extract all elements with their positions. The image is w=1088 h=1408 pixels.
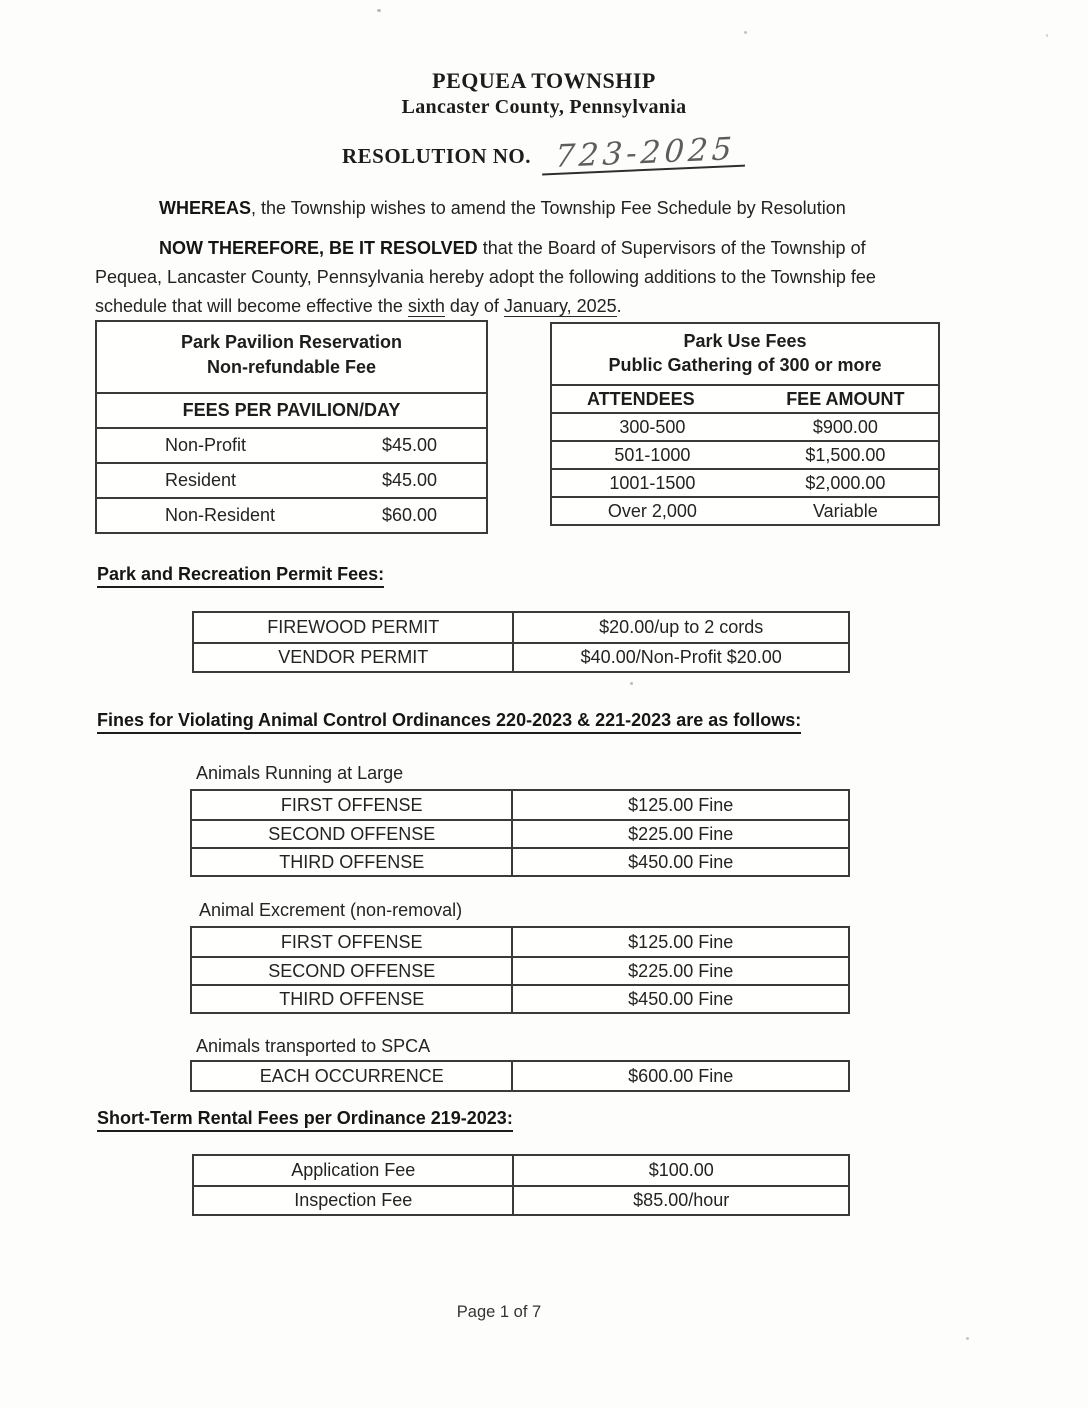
table-row [97, 497, 486, 532]
fee-value: $60.00 [382, 505, 438, 525]
resolved-text: that the Board of Supervisors of the Township of Pequea, Lancaster County, Pennsylvania hereby adopt the following additions to the Township fee schedule that will become effective the [95, 238, 876, 316]
fee-value: $45.00 [382, 470, 438, 490]
page-number: Page 1 of 7 [456, 1303, 542, 1321]
pavilion-title-line1: Park Pavilion Reservation [180, 332, 403, 352]
permit-fees-table [192, 611, 850, 673]
pavilion-title-line2: Non-refundable Fee [206, 357, 376, 377]
resolution-line [0, 130, 1088, 175]
fee-value: $1,500.00 [805, 444, 886, 465]
scan-speck [1046, 34, 1048, 37]
offense-label: SECOND OFFENSE [192, 958, 513, 984]
resolution-label: RESOLUTION NO. [341, 144, 532, 168]
offense-label: THIRD OFFENSE [192, 849, 513, 875]
resolved-text: . [616, 296, 622, 316]
table-header [97, 322, 486, 392]
table-row [192, 956, 848, 984]
table-row [192, 928, 848, 956]
attendees-range: 1001-1500 [609, 472, 696, 493]
table-row [192, 1062, 848, 1090]
permit-fees-heading: Park and Recreation Permit Fees: [97, 564, 384, 588]
offense-label: FIRST OFFENSE [192, 928, 513, 956]
attendees-range: 501-1000 [614, 444, 691, 465]
table-row [552, 496, 938, 524]
pavilion-subheader: FEES PER PAVILION/DAY [182, 400, 401, 420]
effective-date: January, 2025 [503, 296, 617, 316]
table-row [192, 847, 848, 875]
column-attendees: ATTENDEES [587, 388, 695, 409]
fine-value: $125.00 Fine [628, 931, 734, 952]
offense-label: FIRST OFFENSE [192, 791, 513, 819]
excrement-table [190, 926, 850, 1014]
attendees-range: Over 2,000 [607, 500, 697, 521]
attendees-range: 300-500 [619, 416, 686, 437]
fee-label: Non-Profit [165, 435, 247, 455]
fine-value: $450.00 Fine [628, 988, 734, 1009]
table-row [194, 1185, 848, 1214]
table-row [194, 642, 848, 671]
park-use-fee-table [550, 322, 940, 526]
scan-speck [744, 31, 747, 34]
fee-label: VENDOR PERMIT [194, 644, 514, 671]
resolved-keyword: NOW THEREFORE, BE IT RESOLVED [159, 238, 478, 258]
fee-value: $900.00 [812, 416, 878, 437]
offense-label: SECOND OFFENSE [192, 821, 513, 847]
fee-label: Inspection Fee [194, 1187, 514, 1214]
fee-value: $85.00/hour [633, 1190, 730, 1210]
fee-value: $2,000.00 [805, 472, 886, 493]
table-row [192, 791, 848, 819]
table-column-header [552, 384, 938, 412]
fee-value: $45.00 [382, 435, 438, 455]
table-row [194, 613, 848, 642]
occurrence-label: EACH OCCURRENCE [192, 1062, 513, 1090]
column-fee-amount: FEE AMOUNT [786, 388, 905, 409]
fine-value: $125.00 Fine [628, 794, 734, 815]
fine-value: $225.00 Fine [628, 823, 734, 844]
table-row [97, 427, 486, 462]
fee-label: Resident [165, 470, 237, 490]
rental-fees-heading: Short-Term Rental Fees per Ordinance 219-2023: [97, 1108, 513, 1132]
table-row [552, 468, 938, 496]
resolved-text: day of [444, 296, 504, 316]
table-row [192, 984, 848, 1012]
table-row [552, 440, 938, 468]
excrement-label: Animal Excrement (non-removal) [199, 900, 463, 920]
fine-value: $600.00 Fine [628, 1065, 734, 1086]
fine-value: $450.00 Fine [628, 851, 734, 872]
table-row [97, 462, 486, 497]
whereas-text: , the Township wishes to amend the Township Fee Schedule by Resolution [251, 198, 846, 218]
resolved-paragraph [95, 234, 900, 321]
page-title: PEQUEA TOWNSHIP [432, 68, 656, 93]
fee-value: $100.00 [648, 1160, 714, 1180]
whereas-keyword: WHEREAS [159, 198, 252, 218]
resolution-number-handwritten: 723-2025 [543, 134, 747, 176]
whereas-paragraph [95, 194, 900, 223]
fine-value: $225.00 Fine [628, 960, 734, 981]
animal-fines-heading: Fines for Violating Animal Control Ordinances 220-2023 & 221-2023 are as follows: [97, 710, 801, 734]
fee-label: FIREWOOD PERMIT [194, 613, 514, 642]
fee-value: $20.00/up to 2 cords [599, 617, 764, 637]
scan-speck [966, 1337, 969, 1340]
page-subtitle: Lancaster County, Pennsylvania [401, 96, 687, 118]
park-use-title-line2: Public Gathering of 300 or more [608, 355, 882, 375]
pavilion-fee-table [95, 320, 488, 534]
fee-label: Application Fee [194, 1156, 514, 1185]
table-subheader [97, 392, 486, 427]
table-row [552, 412, 938, 440]
spca-label: Animals transported to SPCA [196, 1036, 431, 1056]
scan-speck [630, 682, 633, 685]
fee-label: Non-Resident [165, 505, 276, 525]
offense-label: THIRD OFFENSE [192, 986, 513, 1012]
scan-speck [377, 9, 381, 12]
fee-value: $40.00/Non-Profit $20.00 [580, 647, 782, 667]
effective-day: sixth [407, 296, 445, 316]
table-row [194, 1156, 848, 1185]
running-at-large-label: Animals Running at Large [196, 763, 404, 783]
table-header [552, 324, 938, 384]
fee-value: Variable [813, 500, 878, 521]
running-at-large-table [190, 789, 850, 877]
rental-fees-table [192, 1154, 850, 1216]
park-use-title-line1: Park Use Fees [683, 331, 807, 351]
spca-table [190, 1060, 850, 1092]
table-row [192, 819, 848, 847]
